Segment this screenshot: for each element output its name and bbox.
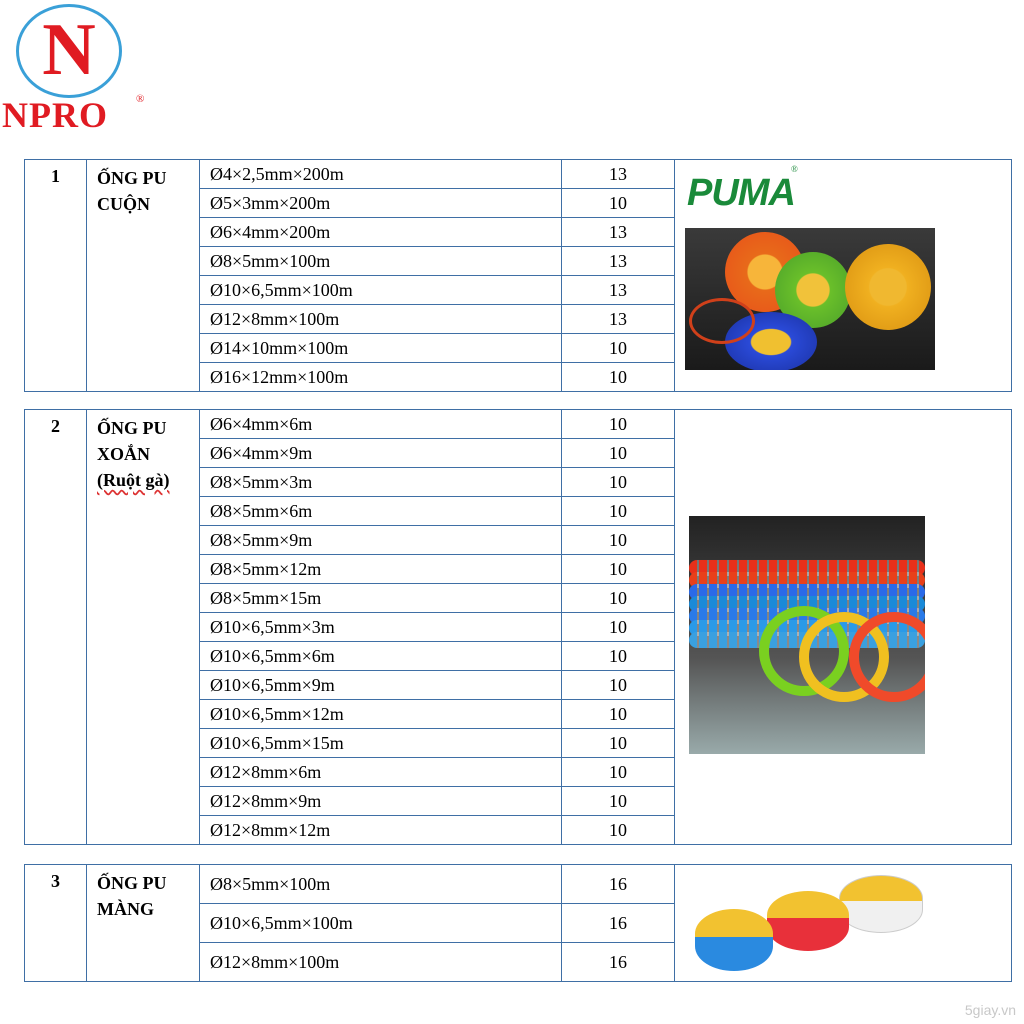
item-number: 3: [25, 865, 87, 982]
spec-cell: Ø16×12mm×100m: [200, 363, 562, 392]
spec-cell: Ø10×6,5mm×15m: [200, 729, 562, 758]
quantity-cell: 10: [562, 439, 675, 468]
spec-cell: Ø8×5mm×15m: [200, 584, 562, 613]
spec-cell: Ø12×8mm×9m: [200, 787, 562, 816]
quantity-cell: 13: [562, 218, 675, 247]
quantity-cell: 13: [562, 305, 675, 334]
product-name-line: ỐNG PU: [97, 418, 167, 438]
spec-cell: Ø8×5mm×12m: [200, 555, 562, 584]
logo-registered-mark: ®: [136, 93, 145, 105]
spec-cell: Ø8×5mm×100m: [200, 865, 562, 904]
logo-letter: N: [42, 9, 96, 91]
quantity-cell: 10: [562, 642, 675, 671]
npro-logo: [0, 0, 160, 140]
quantity-cell: 10: [562, 671, 675, 700]
puma-registered-mark: ®: [791, 164, 798, 174]
spec-cell: Ø4×2,5mm×200m: [200, 160, 562, 189]
product-name: [87, 160, 200, 392]
quantity-cell: 10: [562, 700, 675, 729]
table-row: [25, 160, 1012, 189]
product-name-line: ỐNG PU: [97, 873, 167, 893]
quantity-cell: 10: [562, 584, 675, 613]
spec-cell: Ø10×6,5mm×9m: [200, 671, 562, 700]
quantity-cell: 10: [562, 526, 675, 555]
spec-cell: Ø6×4mm×9m: [200, 439, 562, 468]
logo-circle: [16, 4, 122, 98]
spec-cell: Ø10×6,5mm×3m: [200, 613, 562, 642]
product-name-subtitle: (Ruột gà): [97, 470, 170, 490]
quantity-cell: 16: [562, 904, 675, 943]
product-name: [87, 865, 200, 982]
product-name: [87, 410, 200, 845]
quantity-cell: 10: [562, 410, 675, 439]
spec-cell: Ø12×8mm×12m: [200, 816, 562, 845]
quantity-cell: 13: [562, 276, 675, 305]
quantity-cell: 10: [562, 189, 675, 218]
quantity-cell: 10: [562, 497, 675, 526]
item-number: 2: [25, 410, 87, 845]
table-row: [25, 865, 1012, 904]
spec-cell: Ø12×8mm×6m: [200, 758, 562, 787]
product-name-line: CUỘN: [97, 194, 150, 214]
product-image-cell: [675, 865, 1012, 982]
spec-cell: Ø6×4mm×6m: [200, 410, 562, 439]
product-table-2: [24, 409, 1012, 845]
quantity-cell: 16: [562, 943, 675, 982]
quantity-cell: 10: [562, 729, 675, 758]
quantity-cell: 10: [562, 758, 675, 787]
spec-cell: Ø10×6,5mm×6m: [200, 642, 562, 671]
spec-cell: Ø12×8mm×100m: [200, 943, 562, 982]
coiled-hoses-photo: [689, 516, 925, 754]
spec-cell: Ø8×5mm×100m: [200, 247, 562, 276]
spec-cell: Ø14×10mm×100m: [200, 334, 562, 363]
product-table-3: [24, 864, 1012, 982]
product-name-line: MÀNG: [97, 899, 154, 919]
product-table-1: [24, 159, 1012, 392]
spec-cell: Ø8×5mm×3m: [200, 468, 562, 497]
spec-cell: Ø8×5mm×9m: [200, 526, 562, 555]
quantity-cell: 10: [562, 363, 675, 392]
quantity-cell: 10: [562, 334, 675, 363]
flat-spools-photo: [693, 873, 925, 977]
spec-cell: Ø5×3mm×200m: [200, 189, 562, 218]
product-image-cell: [675, 160, 1012, 392]
quantity-cell: 13: [562, 160, 675, 189]
spec-cell: Ø10×6,5mm×100m: [200, 276, 562, 305]
quantity-cell: 10: [562, 555, 675, 584]
product-name-line: XOẮN: [97, 444, 150, 464]
logo-brand-text: NPRO: [2, 95, 108, 135]
product-image-cell: [675, 410, 1012, 845]
spec-cell: Ø6×4mm×200m: [200, 218, 562, 247]
hose-reels-photo: [685, 228, 935, 370]
puma-logo: PUMA: [687, 172, 795, 214]
spec-cell: Ø8×5mm×6m: [200, 497, 562, 526]
watermark: 5giay.vn: [964, 1002, 1016, 1018]
quantity-cell: 16: [562, 865, 675, 904]
spec-cell: Ø12×8mm×100m: [200, 305, 562, 334]
quantity-cell: 10: [562, 787, 675, 816]
quantity-cell: 10: [562, 468, 675, 497]
spec-cell: Ø10×6,5mm×100m: [200, 904, 562, 943]
quantity-cell: 10: [562, 613, 675, 642]
table-row: [25, 410, 1012, 439]
quantity-cell: 10: [562, 816, 675, 845]
product-name-line: ỐNG PU: [97, 168, 167, 188]
quantity-cell: 13: [562, 247, 675, 276]
spec-cell: Ø10×6,5mm×12m: [200, 700, 562, 729]
item-number: 1: [25, 160, 87, 392]
